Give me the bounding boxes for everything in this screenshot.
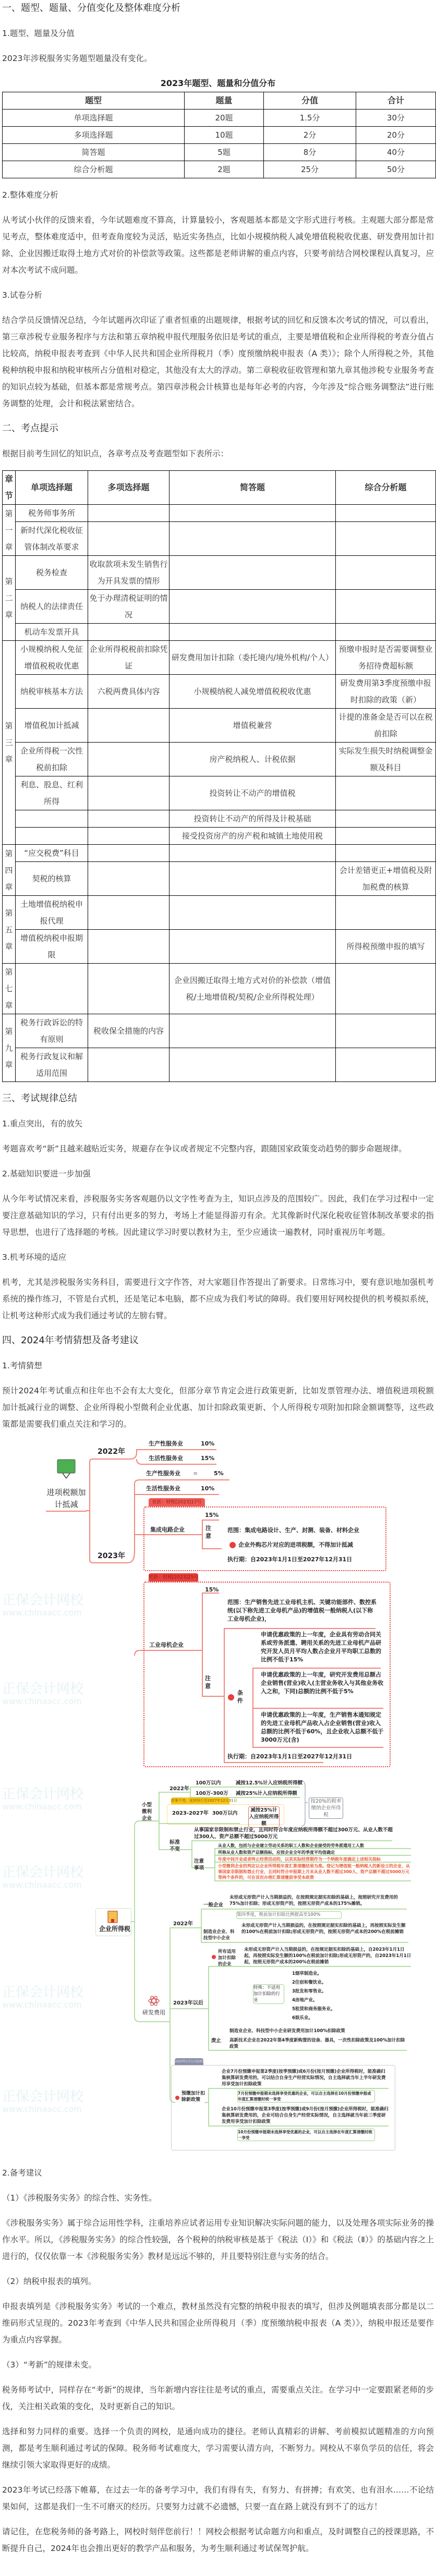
blackboard-stand <box>63 1473 70 1478</box>
table-cell: 免于办理清税证明的情况 <box>88 590 169 624</box>
table-row <box>3 776 436 810</box>
prepay-note-box: 7月份预缴申报期未选择享受优惠的企业，可以自主选择在10月份预缴申报或年度汇算清缴时统一享受 <box>237 2090 375 2103</box>
table-cell <box>88 810 169 828</box>
industry-item: 6娱乐业。 <box>292 2015 313 2021</box>
column-header: 简答题 <box>169 471 336 505</box>
advice-text: 税务师考试中，同样存在“考新”的规律，当年新增内容往往是考试的重点，需要重点关注。在学习中一定要跟紧老师的步伐，关注相关政策的变化，及时更新自己的知识。 <box>2 2385 434 2411</box>
tax-rate-box: 按20%的税率缴纳企业所得税 <box>309 1797 343 1819</box>
table-cell: 税务师事务所 <box>16 505 88 522</box>
warning-dot-icon <box>175 2096 179 2100</box>
prepay-text: 企业10月份预缴申报第3季度(按季预缴)或9月份(按月预缴)企业所得税时，能准确归集核算研发费用的，企业可结合自身生产经营实际情况，自主选择就当年前三季度研发费用享受加计扣除政策 <box>222 2107 389 2124</box>
table-cell: 收取款项未发生销售行为开具发票的情形 <box>88 556 169 590</box>
column-header: 单项选择题 <box>16 471 88 505</box>
standard-text: 从事国家非限制和禁止行业，且同时符合年度应纳税所得额不超过300万元、从业人数不超过300人、资产总额不超过5000万元 <box>194 1827 393 1840</box>
rate-value: 5% <box>214 1470 224 1477</box>
table-row <box>3 845 436 862</box>
abolished-label: 废止 <box>211 2038 222 2044</box>
equal-sign: = <box>193 1470 198 1477</box>
table-cell: 计提的准备金是否可以在税前扣除 <box>336 709 436 743</box>
table-cell: 30分 <box>356 110 436 127</box>
watermark-url: www.chinaacc.com <box>2 2104 82 2114</box>
table-cell: 10题 <box>185 127 264 144</box>
section3-item-3 <box>2 1249 434 1324</box>
table-row <box>3 964 436 1014</box>
scope-text: 范围：集成电路设计、生产、封测、装备、材料企业 <box>227 1527 359 1534</box>
warning-text: 企业外购芯片对应的进项税额，不得加计抵减 <box>238 1541 353 1548</box>
table-cell: 20分 <box>356 127 436 144</box>
im-enterprise-label: 工业母机企业 <box>149 1642 184 1648</box>
table-cell <box>336 1014 436 1048</box>
table-cell: “应交税费”科目 <box>16 845 88 862</box>
table-cell: 利息、股息、红利所得 <box>16 776 88 810</box>
table-cell <box>336 624 436 641</box>
table-cell: 纳税人的法律责任 <box>16 590 88 624</box>
table-cell: 税务检查 <box>16 556 88 590</box>
watermark-url: www.chinaacc.com <box>2 1696 82 1706</box>
cit-mindmap <box>0 1777 436 2154</box>
income-range: 100万以内 <box>196 1780 221 1786</box>
branch-2022: 2022年 <box>98 1448 125 1456</box>
table-cell <box>336 896 436 930</box>
blackboard-icon <box>57 1460 75 1473</box>
table-cell <box>336 776 436 810</box>
income-rule-box: 减按25%计入应纳税所得额 <box>249 1807 279 1827</box>
table-cell <box>169 862 336 896</box>
scope-text: 范围：生产销售先进工业母机主机、关键功能部件、数控系统(以下称先进工业母机产品)的增值税一般纳税人(以下称工业母机企业)， <box>227 1599 377 1622</box>
table-row <box>3 556 436 590</box>
column-header: 合计 <box>356 92 436 110</box>
industry-item: 4房地产业。 <box>292 1998 318 2003</box>
table1-title: 2023年题型、题量和分值分布 <box>160 78 276 88</box>
rate-value: 15% <box>205 1512 219 1518</box>
table-cell <box>169 505 336 522</box>
warning-dot-icon <box>229 1542 236 1548</box>
industry-label: 生产性服务业 <box>149 1440 183 1447</box>
table-cell <box>16 964 88 1014</box>
chapter-label: 第五章 <box>3 896 16 964</box>
table-cell <box>169 590 336 624</box>
branch-2023-2027: 2023-2027年 <box>172 1811 209 1816</box>
branch-2022: 2022年 <box>169 1786 189 1792</box>
table-cell: 企业因搬迁取得土地方式对价的补偿款（增值税/土地增值税/契税/企业所得税处理） <box>169 964 336 1014</box>
table-cell <box>16 810 88 828</box>
notes-label: 注意事项 <box>194 1858 204 1871</box>
table-cell: 研发费用加计扣除（委托境内/境外机构/个人） <box>169 641 336 675</box>
mindmap-root: 进项税额加计抵减 <box>46 1487 87 1512</box>
abolished-item: 制造业企业、科技型中小企业研发费用加计100%扣除政策 <box>229 2028 345 2034</box>
rate-value: 15% <box>205 1586 219 1593</box>
note-label: 注意 <box>205 1525 211 1539</box>
column-header: 章节 <box>3 471 16 505</box>
policy-tag: 政策不变，延续执行至2027年12月31日 <box>171 1797 229 1804</box>
industry-item: 5租赁和商务服务业。 <box>292 2007 335 2012</box>
table-cell <box>88 522 169 556</box>
warning-dot-icon <box>228 1694 234 1700</box>
advice-title: （1）《涉税服务实务》的综合性、实务性。 <box>2 2193 157 2203</box>
condition-text: 申请优惠政策的上一年度，企业具有劳动合同关系或劳务派遣、聘用关系的先进工业母机产品研究开发人员月平均人数占企业月平均职工总数的比例不低于15% <box>261 1631 381 1663</box>
condition-text: 申请优惠政策的上一年度，研究开发费用总额占企业销售(营业)收入(主营业务收入与其他业务收入之和，下同)总额的比例不低于5% <box>261 1671 384 1695</box>
table-cell <box>336 810 436 828</box>
section3-item-title: 2.基础知识要进一步加强 <box>2 1169 91 1178</box>
table-cell: 企业所得税一次性税前扣除 <box>16 743 88 776</box>
table-cell <box>88 505 169 522</box>
table-row <box>3 505 436 522</box>
table-cell: 投资转让不动产的增值税 <box>169 776 336 810</box>
section1-heading: 一、题型、题量、分值变化及整体难度分析 <box>2 3 180 14</box>
table-row <box>3 1014 436 1048</box>
section3-item-2 <box>2 1165 434 1241</box>
table-cell: 六税两费具体内容 <box>88 675 169 709</box>
section3-item-text: 从今年考试情况来看，涉税服务实务客观题仍以文字性考查为主，知识点涉及的范围较广。因此，我们在学习过程中一定要注意基础知识的学习，只有付出更多的努力，考场上才能显得游刃有余。尤其像新时代深化税收征管体制改革要求的指导思想，也进行了选择题的考核。因此建议学习时要以教材为主，至少应通读一遍教材，同时重视历年考题。 <box>2 1194 434 1237</box>
table-cell <box>336 522 436 556</box>
table-cell <box>169 930 336 964</box>
advice-title: （3）“考新”的规律未变。 <box>2 2360 96 2370</box>
closing-paragraph: 请记住，在您税务师的备考路上，网校时刻伴您前行！！网校会根据考试命题方向和重点，及时调整自己的授课思路，不断提升自己，2024年也会推出更好的教学产品和服务，为考生顺利通过考试保驾护航。 <box>2 2527 434 2553</box>
table-row <box>3 641 436 675</box>
column-header: 题型 <box>3 92 185 110</box>
exam-points-table <box>2 470 436 1082</box>
watermark-name: 正保会计网校 <box>2 2089 84 2105</box>
income-range: 300万以内 <box>212 1811 238 1816</box>
column-header: 多项选择题 <box>88 471 169 505</box>
prepay-label: 预缴加计扣除新政策 <box>181 2091 205 2103</box>
table-cell: 契税的核算 <box>16 862 88 896</box>
table-cell: 房产税纳税人、计税依据 <box>169 743 336 776</box>
table-row <box>3 862 436 896</box>
table-row <box>3 161 436 178</box>
ic-enterprise-label: 集成电路企业 <box>150 1526 185 1533</box>
table-row <box>3 930 436 964</box>
industry-item: 2住宿和餐饮业。 <box>292 1980 326 1985</box>
table-cell <box>336 556 436 590</box>
question-types-table <box>2 92 436 178</box>
section1-sub2-text: 从考试小伙伴的反馈来看，今年试题难度不算高，计算量较小，客观题基本都是文字形式进行考核。主观题大部分都是常见考点，整体难度适中，但考查角度较为灵活，贴近实务热点，比如小规模纳税人减免增值税税收优惠、研发费用加计扣除、企业因搬迁取得土地方式对价的补偿款等政策。这些都是老师讲解的重点内容，只要考前结合网校课程认真复习，应对本次考试不成问题。 <box>2 215 434 275</box>
period-text: 执行期：自2023年1月1日至2027年12月31日 <box>227 1556 353 1563</box>
table-cell <box>88 828 169 845</box>
table-cell: 小规模纳税人免征增值税税收优惠 <box>16 641 88 675</box>
section4-heading: 四、2024年考情猜想及备考建议 <box>2 1335 139 1346</box>
table-cell: 综合分析题 <box>3 161 185 178</box>
table-cell <box>88 776 169 810</box>
income-range: 100万-300万 <box>196 1791 228 1796</box>
table-cell: 8分 <box>264 144 356 161</box>
table-cell: 研发费用第3季度预缴申报时扣除的政策（新） <box>336 675 436 709</box>
table-row <box>3 1048 436 1082</box>
table-cell: 20题 <box>185 110 264 127</box>
table-cell: 增值税纳税申报期限 <box>16 930 88 964</box>
table-cell: 土地增值税纳税申报代理 <box>16 896 88 930</box>
period-text: 执行期：自2023年1月1日至2027年12月31日 <box>227 1753 353 1760</box>
section2-heading: 二、考点提示 <box>2 423 58 434</box>
rate-value: 10% <box>201 1440 215 1447</box>
table-row <box>3 810 436 828</box>
warning-dot-icon <box>212 1955 216 1959</box>
effective-tag: 2023年1月1日起执行 <box>175 2058 203 2065</box>
standard-label: 标准不变 <box>169 1840 180 1852</box>
q4-box: 第四季度，税前加计扣除比例提高至100% <box>236 1911 342 1919</box>
chapter-label: 第四章 <box>3 845 16 896</box>
watermark-url: www.chinaacc.com <box>2 1880 82 1890</box>
table-cell <box>88 964 169 1014</box>
section3-item-text: 考题喜欢考“新”且越来越贴近实务，规避存在争议或者规定不完整内容，跟随国家政策变动趋势的脚步命题规律。 <box>2 1144 407 1153</box>
chapter-label: 第二章 <box>3 556 16 641</box>
table-cell <box>169 624 336 641</box>
branch-2023-later: 2023年以后 <box>173 2000 203 2006</box>
industry-label: 生活性服务业 <box>149 1455 183 1462</box>
table-row <box>3 590 436 624</box>
watermark-name: 正保会计网校 <box>2 1681 84 1697</box>
section1-sub3: 3.试卷分析 <box>2 290 42 300</box>
chapter-label: 第一章 <box>3 505 16 556</box>
watermark-name: 正保会计网校 <box>2 1985 84 2000</box>
column-header: 题量 <box>185 92 264 110</box>
table-row <box>3 624 436 641</box>
table-cell: 会计差错更正+增值税及附加税费的核算 <box>336 862 436 896</box>
table-cell: 40分 <box>356 144 436 161</box>
rate-value: 10% <box>201 1485 215 1492</box>
table-cell: 2题 <box>185 161 264 178</box>
column-header: 分值 <box>264 92 356 110</box>
table-cell <box>336 964 436 1014</box>
industry-item: 3批发和零售业。 <box>292 1989 326 1994</box>
table-cell: 机动车发票开具 <box>16 624 88 641</box>
note-label: 注意 <box>205 1675 211 1690</box>
small-profit-label: 小型微利企业 <box>142 1802 152 1821</box>
chapter-label: 第九章 <box>3 1014 16 1082</box>
watermark-url: www.chinaacc.com <box>2 2000 82 2010</box>
table-cell <box>169 522 336 556</box>
table-cell <box>16 828 88 845</box>
table-cell <box>88 743 169 776</box>
all-rule-text: 未形成无形资产计入当期损益的，在按规定据实扣除的基础上，自2023年1月1日起，再按照实际发生额的100%在税前加计扣除;形成无形资产的，自2023年1月1日起，按照无形资产成本的200%在税前摊销 <box>244 1947 411 1965</box>
condition-label: 条件 <box>237 1690 243 1704</box>
industry-label: 生活性服务业 <box>146 1485 180 1492</box>
watermark-name: 正保会计网校 <box>2 1865 84 1880</box>
section4-sub1-text: 预计2024年考试重点和往年也不会有太大变化，但部分章节肯定会进行政策更新，比如发票管理办法、增值税进项税额加计抵减行业的调整、企业所得税小型微利企业优惠、加计扣除政策更新、个人所得税专项附加扣除金额调整等，这些政策都是需要我们重点关注和学习的。 <box>2 1386 434 1429</box>
general-rule-text: 未形成无形资产计入当期损益的，在按照规定据实扣除的基础上，按照研究开发费用的75%加计扣除；形成无形资产的，按照无形资产成本的175%摊销。 <box>229 1895 398 1906</box>
mindmap-root: 企业所得税 <box>99 1925 131 1933</box>
table-cell <box>88 930 169 964</box>
watermark-url: www.chinaacc.com <box>2 1802 82 1812</box>
table-row <box>3 127 436 144</box>
note-text: 所称从业人数和资产总额指标，应按企业全年的季度平均值确定 <box>218 1850 335 1855</box>
all-enterprises-label: 所有适用加计扣除的企业 <box>218 1949 236 1967</box>
table-cell <box>88 624 169 641</box>
advice-text: 申报表填列是《涉税服务实务》考试的一个难点，教材虽然没有完整的纳税申报表的填写，但涉及例题填表部分都是以二维码形式呈现的。2023年考查到《中华人民共和国企业所得税月（季）度预缴纳税申报表（A 类）》，纳税申报还是要作为重点内容掌握。 <box>2 2302 434 2344</box>
section2-intro: 根据目前考生回忆的知识点，各章考点及考查题型如下表所示： <box>2 449 229 458</box>
table-row <box>3 144 436 161</box>
table-cell <box>88 845 169 862</box>
table-cell: 税收保全措施的内容 <box>88 1014 169 1048</box>
special-industries-box: 特殊：不适用加计扣除的行业 <box>253 1984 284 2004</box>
table-cell: 税务行政诉讼的特有原则 <box>16 1014 88 1048</box>
table-cell: 增值税加计抵减 <box>16 709 88 743</box>
prepay-note-box: 10月份预缴申报期未选择享受优惠的企业，可以自主选择在年度汇算清缴时统一享受 <box>237 2129 375 2141</box>
table-row <box>3 743 436 776</box>
closing-paragraph: 选择和努力同样的重要。选择一个负责的网校，是通向成功的捷径。老师认真精彩的讲解、考前模拟试题精准的方向预测，都是考生顺利通过考试的保障。税务师考试难度大，学习需要认清方向，不断努力。网校从不辜负学员的信任，将会继续引领大家取得更好的成绩。 <box>2 2427 434 2470</box>
table-cell: 投资转让不动产的所得及计税基础 <box>169 810 336 828</box>
abolished-item: 高新技术企业在2022年第4季度新购置的设备、器具，一次性扣除政策及100%加计扣除政策 <box>229 2038 405 2049</box>
update-tag: 更新：财税[2023]25号 <box>149 1573 198 1582</box>
table-cell <box>336 845 436 862</box>
section3-heading: 三、考试规律总结 <box>2 1093 77 1104</box>
table-row <box>3 110 436 127</box>
table-row <box>3 709 436 743</box>
table-cell: 接受投资房产的房产税和城镇土地使用税 <box>169 828 336 845</box>
update-tag: 更新：财税[2023]17号 <box>149 1498 205 1506</box>
table-cell: 实际发生损失时纳税调整金额及科目 <box>336 743 436 776</box>
table-row <box>3 675 436 709</box>
section4-sub2: 2.备考建议 <box>2 2168 42 2178</box>
advice-text: 《涉税服务实务》属于综合运用性学科，注重培养应试者运用专业知识解决实际问题的能力，以及处理各项实际业务的操作水平。所以，《涉税服务实务》的综合性较强，各个税种的纳税审核是基于《税法（Ⅰ）》和《税法（Ⅱ）》的基础内容之上进行的，仅仅依靠一本《涉税服务实务》教材是远远不够的，并且要特别注意与实务的结合。 <box>2 2218 434 2261</box>
table-cell: 50分 <box>356 161 436 178</box>
table-cell: 纳税审核基本方法 <box>16 675 88 709</box>
table-cell: 多项选择题 <box>3 127 185 144</box>
rd-expense-label: 研发费用 <box>142 2009 165 2016</box>
income-rule: 减按12.5%计入应纳税所得额 <box>236 1780 302 1786</box>
vat-deduction-mindmap <box>0 1437 436 1770</box>
branch-2022: 2022年 <box>173 1921 193 1927</box>
branch-2023: 2023年 <box>98 1552 125 1560</box>
table-cell: 2分 <box>264 127 356 144</box>
table-cell <box>336 590 436 624</box>
table-cell: 预缴申报时是否需要调整业务招待费超标额 <box>336 641 436 675</box>
table-cell: 5题 <box>185 144 264 161</box>
section3-item-1 <box>2 1115 434 1157</box>
table-cell: 增值税兼营 <box>169 709 336 743</box>
chapter-label: 第三章 <box>3 641 16 845</box>
table-cell <box>88 862 169 896</box>
table-cell <box>169 896 336 930</box>
table-cell <box>169 845 336 862</box>
table-cell <box>169 1014 336 1048</box>
table-cell: 新时代深化税收征管体制改革要求 <box>16 522 88 556</box>
table-cell <box>169 1048 336 1082</box>
table-cell <box>88 1048 169 1082</box>
prepay-text: 企业7月份预缴申报第2季度(按季预缴)或6月份(按月预缴)企业所得税时，能准确归集核算研发费用的，可以结合自身生产经营实际情况，自主选择就当年上半年研发费用享受加计扣除政策 <box>222 2069 386 2087</box>
mfg-label: 制造业企业、科技型中小企业 <box>203 1929 235 1941</box>
income-rule: 减按25%计入应纳税所得额 <box>236 1791 297 1796</box>
table-cell: 1.5分 <box>264 110 356 127</box>
note-text-highlight: 年度中间开业或者终止经营活动的，以其实际经营期作为一个纳税年度确定上述相关指标 <box>218 1857 381 1862</box>
section4-sub1: 1.考情猜想 <box>2 1361 42 1370</box>
chapter-label: 第七章 <box>3 964 16 1014</box>
table-cell <box>169 556 336 590</box>
table-row <box>3 896 436 930</box>
table-cell: 小规模纳税人减免增值税税收优惠 <box>169 675 336 709</box>
table-cell: 所得税预缴申报的填写 <box>336 930 436 964</box>
section1-sub3-text: 结合学员反馈情况总结，今年试题再次印证了重者恒重的出题规律，根据考试的回忆和反馈本次考试的情况，可以看出，第三章涉税专业服务程序与方法和第五章纳税申报代理服务依旧是考试的重点，主要是增值税和企业所得税的考查分值占比较高，纳税申报表考查到《中华人民共和国企业所得税月（季）度预缴纳税申报表（A 类）》；除个人所得税之外，其他税种纳税申报和纳税审核所占分值相对稳定，其他没有太大的浮动。第二章税收征收管理和第九章其他涉税专业服务考查的知识点较为基础，但基本都是常规考点。第四章涉税会计核算也是每年必考的内容，今年涉及“综合账务调整法”进行账务调整的处理，会计和税法紧密结合。 <box>2 315 434 408</box>
section3-item-title: 3.机考环境的适应 <box>2 1253 67 1262</box>
mfg-rule-text: 未形成无形资产计入当期损益的，在按照规定据实扣除的基础上，再按照实际发生额的100%在税前加计扣除;形成无形资产的，按照无形资产成本的200%在税前摊销 <box>241 1923 406 1935</box>
table-cell <box>336 828 436 845</box>
table-cell: 单项选择题 <box>3 110 185 127</box>
table-row <box>3 828 436 845</box>
table-cell <box>88 709 169 743</box>
table-cell: 25分 <box>264 161 356 178</box>
table-cell: 税务行政复议和解适用范围 <box>16 1048 88 1082</box>
section1-sub1: 1.题型、题量及分值 <box>2 29 75 38</box>
rate-value: 15% <box>201 1455 215 1462</box>
table-cell: 简答题 <box>3 144 185 161</box>
table-cell <box>88 896 169 930</box>
note-text: 从业人数，包括与企业建立劳动关系的职工人数和企业接受的劳务派遣用工人数 <box>218 1843 364 1848</box>
general-enterprise-label: 一般企业 <box>203 1902 224 1908</box>
table-cell <box>336 505 436 522</box>
watermark-url: www.chinaacc.com <box>2 1608 82 1618</box>
section3-item-title: 1.重点突出，有的放矢 <box>2 1119 83 1128</box>
condition-text: 申请优惠政策的上一年度，生产销售本通知规定的先进工业母机产品收入占企业销售(营业)收入总额的比例不低于60%，且企业收入总额不低于3000万元(含) <box>261 1711 384 1743</box>
section3-item-text: 机考，尤其是涉税服务实务科目，需要进行文字作答，对大家题目作答提出了新要求。日常练习中，要有意识地加强机考系统的操作练习，不管是台式机，还是笔记本电脑，都不应成为我们考试的障碍。我们要用好网校提供的机考模拟系统，让机考这种形式成为我们通过考试的左膀右臂。 <box>2 1278 434 1320</box>
section1-sub1-text: 2023年涉税服务实务题型题量没有变化。 <box>2 54 152 63</box>
note-text-highlight: 小型微利企业的判定以企业所得税年度汇算清缴结果为准。登记为增值税一般纳税人的新设立的企业，从事国家非限制和禁止行业，且同时符合申报期上月末从业人数不超过300人、资产总额不超过5000万元等两个条件的，可在首次办理汇算清缴前享受本政策 <box>218 1864 410 1880</box>
industry-label: 生产性服务业 <box>146 1470 180 1477</box>
article <box>2 0 434 2565</box>
watermark-name: 正保会计网校 <box>2 1787 84 1802</box>
watermark-name: 正保会计网校 <box>2 1593 84 1608</box>
section1-sub2: 2.整体难度分析 <box>2 190 58 200</box>
table-cell: 企业所得税税前扣除凭证 <box>88 641 169 675</box>
advice-title: （2）纳税申报表的填列。 <box>2 2277 96 2286</box>
closing-paragraph: 2023年考试已经落下帷幕，在过去一年的备考学习中，我们有得有失，有努力、有拼搏；有欢笑、也有泪水……不论结果如何，这都是我们一生不可磨灭的经历。只要努力过就不必遗憾，只要一直在路上就没有到不了的远方！ <box>2 2485 434 2511</box>
atom-icon <box>149 1995 159 2006</box>
table-row <box>3 522 436 556</box>
industry-item: 1烟草制造业。 <box>292 1971 322 1976</box>
table-cell <box>336 1048 436 1082</box>
column-header: 综合分析题 <box>336 471 436 505</box>
